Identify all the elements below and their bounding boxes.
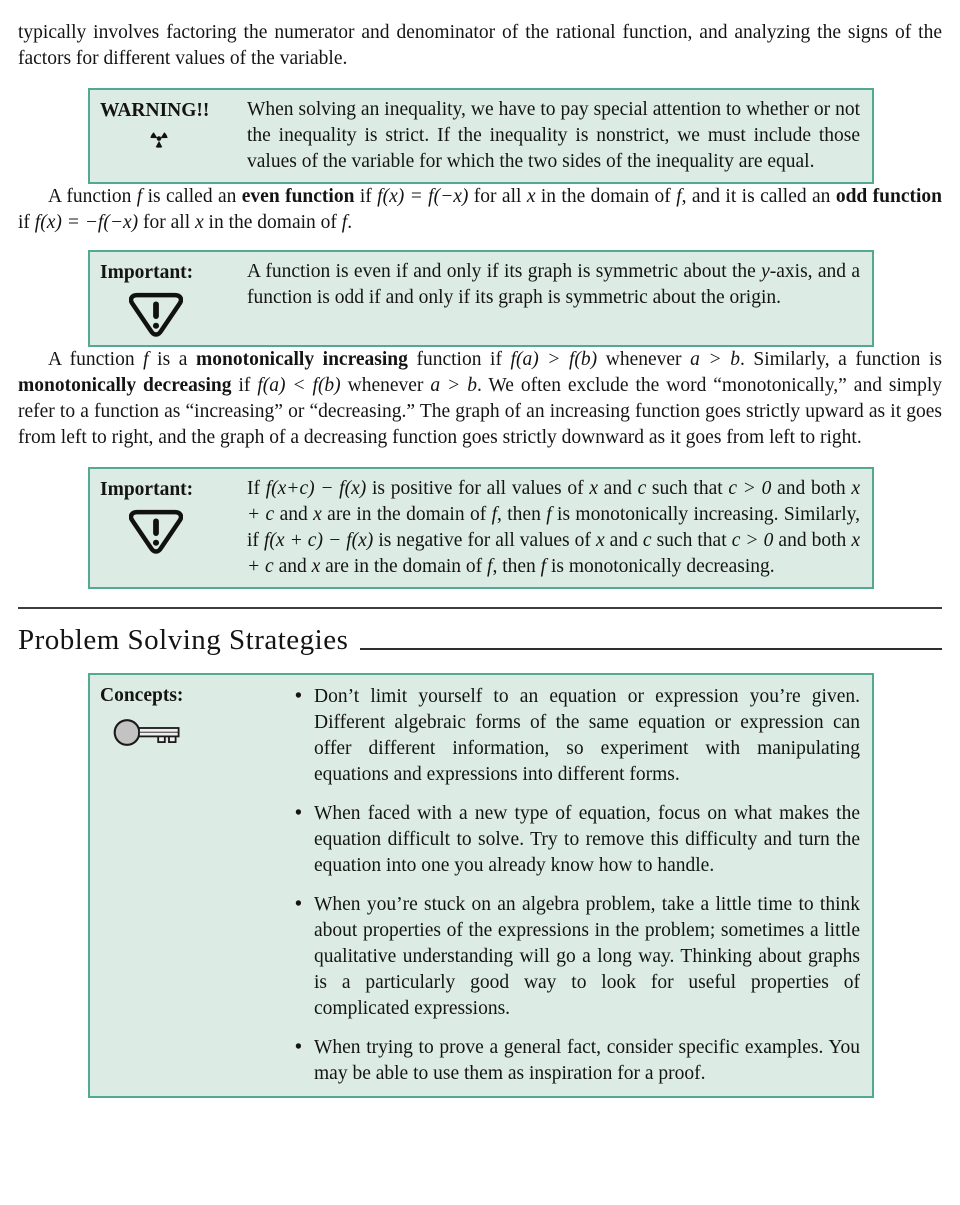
- section-divider: [18, 607, 942, 609]
- monotonic-paragraph: A function f is a monotonically increasing function if f(a) > f(b) whenever a > b. Similarly, a function is monotonically decreasing if f(a) < f(b) whenever a > b. We often exclude the word “monotonically,” and simply refer to a function as “increasing” or “decreasing.” The graph of an increasing function goes strictly upward as it goes from left to right, and the graph of a decreasing function goes strictly downward as it goes from left to right.: [18, 349, 942, 448]
- even-odd-paragraph: A function f is called an even function if f(x) = f(−x) for all x in the domain of f, and it is called an odd function if f(x) = −f(−x) for all x in the domain of f.: [18, 186, 943, 233]
- warning-text: When solving an inequality, we have to pay special attention to whether or not the inequality is strict. If the inequality is nonstrict, we must include those values of the variable for which the two sides of the inequality are equal.: [247, 99, 860, 172]
- important-label-column: [100, 476, 247, 580]
- bullet-icon: •: [295, 894, 302, 915]
- warning-label: WARNING!!: [100, 100, 210, 121]
- important-monotonic-text: If f(x+c) − f(x) is positive for all values of x and c such that c > 0 and both x + c and x are in the domain of f, then f is monotonically increasing. Similarly, if f(x + c) − f(x) is negative for all values of x and c such that c > 0 and both x + c and x are in the domain of f, then f is monotonically decreasing.: [247, 478, 861, 577]
- section-title: Problem Solving Strategies: [18, 624, 349, 656]
- warning-label-column: [100, 97, 247, 175]
- section-heading: [18, 623, 942, 657]
- exclamation-triangle-icon-svg: [129, 508, 183, 555]
- list-item: [295, 1035, 860, 1087]
- concept-bullet-text: When trying to prove a general fact, consider specific examples. You may be able to use them as inspiration for a proof.: [314, 1037, 860, 1084]
- concept-bullet-text: When faced with a new type of equation, focus on what makes the equation difficult to solve. Try to remove this difficulty and turn the equation into one you already know how to handle.: [314, 803, 860, 876]
- heading-rule: [360, 648, 942, 650]
- list-item: [295, 801, 860, 879]
- radiation-icon: [100, 127, 218, 149]
- important-box-monotonic: [88, 467, 874, 589]
- exclamation-triangle-icon: [100, 508, 212, 555]
- intro-paragraph: typically involves factoring the numerator and denominator of the rational function, and analyzing the signs of the factors for different values of the variable.: [18, 22, 942, 69]
- key-icon: [100, 713, 196, 752]
- warning-box: [88, 88, 874, 184]
- important-even-odd-text: A function is even if and only if its graph is symmetric about the y-axis, and a function is odd if and only if its graph is symmetric about the origin.: [247, 261, 860, 308]
- concepts-label-column: [100, 682, 247, 1089]
- list-item: [295, 684, 860, 788]
- concept-bullet-text: Don’t limit yourself to an equation or expression you’re given. Different algebraic forms of the same equation or expression can offer different information, so experiment with manipulating equations and expressions into different forms.: [314, 686, 860, 785]
- bullet-icon: •: [295, 1037, 302, 1058]
- bullet-icon: •: [295, 803, 302, 824]
- concept-bullet-text: When you’re stuck on an algebra problem, take a little time to think about properties of the expressions in the problem; sometimes a little qualitative understanding will go a long way. Thinking about graphs is a particularly good way to look for useful properties of complicated expressions.: [314, 894, 860, 1019]
- exclamation-triangle-icon-svg: [129, 291, 183, 338]
- important-label: Important:: [100, 479, 194, 500]
- concepts-box: [88, 673, 874, 1098]
- bullet-icon: •: [295, 686, 302, 707]
- key-icon-svg: [112, 713, 184, 752]
- concepts-list: [247, 684, 860, 1089]
- exclamation-triangle-icon: [100, 291, 212, 338]
- important-label: Important:: [100, 262, 194, 283]
- list-item: [295, 892, 860, 1022]
- radiation-icon-svg: [147, 127, 171, 149]
- important-box-even-odd: [88, 250, 874, 347]
- important-label-column: [100, 259, 247, 338]
- concepts-label: Concepts:: [100, 685, 184, 706]
